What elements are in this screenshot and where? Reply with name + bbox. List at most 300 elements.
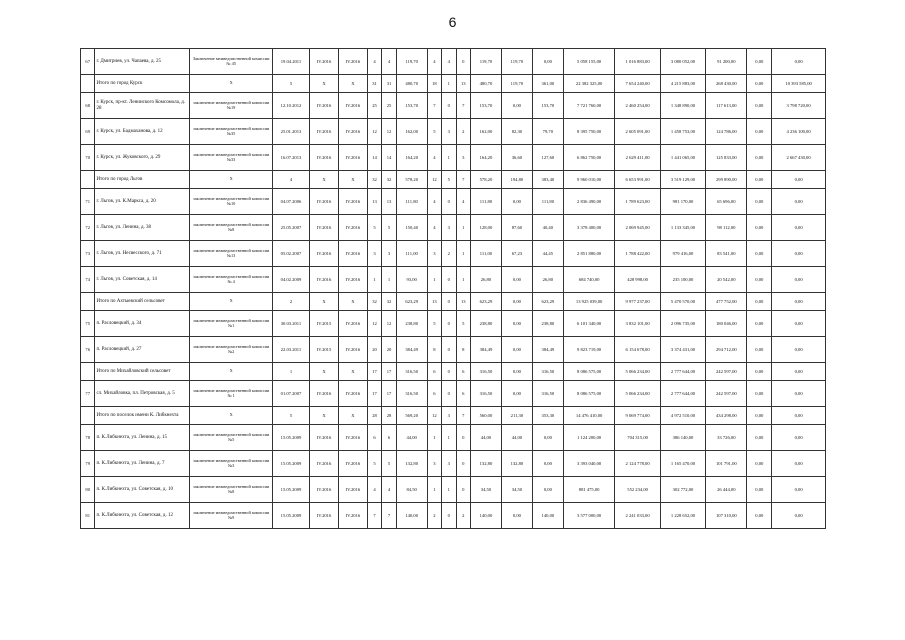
cell-area4: 140,00 [532, 503, 563, 529]
cell-area3: 194,80 [501, 171, 532, 189]
cell-no: 75 [81, 311, 95, 337]
cell-area1: 132,80 [396, 451, 427, 477]
cell-sum5: 0,00 [747, 293, 772, 311]
cell-c3: 1 [427, 267, 441, 293]
table-row [81, 381, 826, 407]
cell-sum3: 979 416,00 [660, 241, 705, 267]
cell-sum6: 4 236 100,00 [772, 119, 826, 145]
cell-year_a: IV.2016 [310, 49, 339, 75]
cell-sum4: 434 298,00 [706, 407, 747, 425]
cell-sum6: 3 798 720,00 [772, 93, 826, 119]
cell-sum3: 1 133 345,00 [660, 215, 705, 241]
cell-c2: 17 [382, 381, 396, 407]
cell-year_b: IV.2016 [338, 93, 367, 119]
cell-sum2: 9 069 774,00 [615, 407, 660, 425]
cell-document: заключение межведомственной комиссии №5 [190, 425, 273, 451]
cell-c1: 3 [367, 241, 381, 267]
cell-area2: 132,80 [470, 451, 501, 477]
cell-date: 30.03.2011 [272, 311, 309, 337]
cell-sum1: 9 960 010,00 [563, 171, 615, 189]
cell-address: п. К.Либкнехта, ул. Советская, д. 12 [95, 503, 190, 529]
cell-year_b: X [338, 171, 367, 189]
cell-year_a: IV.2016 [310, 477, 339, 503]
cell-sum2: 428 998,00 [615, 267, 660, 293]
cell-sum2: 704 315,00 [615, 425, 660, 451]
cell-year_a: IV.2016 [310, 267, 339, 293]
cell-area3: 34,50 [501, 477, 532, 503]
cell-sum4: 107 310,00 [706, 503, 747, 529]
table-row [81, 503, 826, 529]
cell-c3: 12 [427, 171, 441, 189]
cell-date: 05.02.2007 [272, 241, 309, 267]
cell-area3: 119,70 [501, 49, 532, 75]
cell-sum6: 2 667 430,00 [772, 145, 826, 171]
cell-no [81, 363, 95, 381]
cell-c5: 2 [456, 503, 470, 529]
cell-year_a: IV.2016 [310, 451, 339, 477]
cell-c4: 3 [442, 119, 456, 145]
total-row [81, 75, 826, 93]
cell-area3: 0,00 [501, 311, 532, 337]
cell-sum5: 0,00 [747, 311, 772, 337]
cell-sum5: 0,00 [747, 49, 772, 75]
cell-c5: 7 [456, 407, 470, 425]
cell-date: 01.07.2007 [272, 381, 309, 407]
cell-sum5: 0,00 [747, 189, 772, 215]
cell-no [81, 293, 95, 311]
cell-sum2: 3 832 101,00 [615, 311, 660, 337]
cell-area2: 480,70 [470, 75, 501, 93]
cell-document: заключение межведомственной комиссии №35 [190, 119, 273, 145]
cell-address: п. Расловецкий, д. 34 [95, 311, 190, 337]
total-row [81, 363, 826, 381]
cell-year_b: IV.2016 [338, 267, 367, 293]
cell-area2: 26,80 [470, 267, 501, 293]
cell-year_b: IV.2016 [338, 49, 367, 75]
cell-year_a: IV.2016 [310, 189, 339, 215]
cell-year_b: IV.2016 [338, 451, 367, 477]
cell-c4: 1 [442, 145, 456, 171]
cell-sum4: 20 542,00 [706, 267, 747, 293]
cell-c2: 5 [382, 451, 396, 477]
cell-sum6: 0,00 [772, 363, 826, 381]
cell-area1: 93,00 [396, 267, 427, 293]
cell-area1: 162,00 [396, 119, 427, 145]
cell-document: заключение межведомственной комиссии №2 [190, 337, 273, 363]
cell-year_b: IV.2016 [338, 241, 367, 267]
cell-no [81, 171, 95, 189]
cell-date: 15.05.2009 [272, 503, 309, 529]
cell-year_b: X [338, 293, 367, 311]
cell-c2: 4 [382, 49, 396, 75]
cell-area1: 44,00 [396, 425, 427, 451]
cell-address: г. Льгов, ул. Несвесского, д. 71 [95, 241, 190, 267]
cell-no: 74 [81, 267, 95, 293]
cell-address: п. К.Либкнехта, ул. Ленина, д. 15 [95, 425, 190, 451]
cell-c1: 17 [367, 363, 381, 381]
cell-c1: 17 [367, 381, 381, 407]
cell-c3: 1 [427, 425, 441, 451]
cell-year_a: X [310, 407, 339, 425]
cell-address: Итого по город Льгов [95, 171, 190, 189]
cell-area3: 0,00 [501, 293, 532, 311]
cell-c5: 8 [456, 337, 470, 363]
cell-c5: 13 [456, 75, 470, 93]
cell-area1: 316,50 [396, 363, 427, 381]
table-row [81, 49, 826, 75]
cell-area3: 211,30 [501, 407, 532, 425]
cell-area3: 119,70 [501, 75, 532, 93]
cell-address: г. Льгов, ул. Советская, д. 14 [95, 267, 190, 293]
cell-area3: 87,60 [501, 215, 532, 241]
cell-c2: 13 [382, 189, 396, 215]
table-row [81, 241, 826, 267]
cell-document: заключение межведомственной комиссии №3 [190, 451, 273, 477]
cell-sum5: 0,00 [747, 145, 772, 171]
cell-sum5: 0,00 [747, 267, 772, 293]
cell-c3: 4 [427, 49, 441, 75]
cell-sum4: 33 726,00 [706, 425, 747, 451]
cell-year_b: IV.2016 [338, 145, 367, 171]
cell-area4: 361,00 [532, 75, 563, 93]
cell-c3: 6 [427, 381, 441, 407]
cell-year_b: IV.2016 [338, 119, 367, 145]
cell-year_b: X [338, 75, 367, 93]
cell-date: 22.03.2011 [272, 337, 309, 363]
cell-c3: 6 [427, 363, 441, 381]
cell-year_b: IV.2016 [338, 381, 367, 407]
cell-area2: 128,00 [470, 215, 501, 241]
cell-address: г. Курск, пр-кт. Ленинского Комсомола, д. 28 [95, 93, 190, 119]
cell-c5: 7 [456, 171, 470, 189]
cell-c2: 12 [382, 119, 396, 145]
cell-no: 71 [81, 189, 95, 215]
cell-c2: 4 [382, 477, 396, 503]
cell-no: 72 [81, 215, 95, 241]
cell-date: 16.07.2013 [272, 145, 309, 171]
cell-sum1: 2 851 880,00 [563, 241, 615, 267]
cell-area1: 119,70 [396, 49, 427, 75]
cell-document: X [190, 407, 273, 425]
cell-date: 12.10.2012 [272, 93, 309, 119]
cell-area1: 164,20 [396, 145, 427, 171]
cell-area1: 578,20 [396, 171, 427, 189]
cell-c5: 6 [456, 381, 470, 407]
cell-sum1: 3 378 400,00 [563, 215, 615, 241]
cell-sum4: 26 444,00 [706, 477, 747, 503]
cell-date: 25.01.2013 [272, 119, 309, 145]
cell-area4: 353,30 [532, 407, 563, 425]
cell-c3: 4 [427, 145, 441, 171]
cell-date: 2 [272, 293, 309, 311]
cell-sum5: 0,00 [747, 451, 772, 477]
total-row [81, 407, 826, 425]
cell-sum1: 6 862 750,00 [563, 145, 615, 171]
cell-c5: 3 [456, 145, 470, 171]
registry-body [81, 49, 826, 529]
cell-area1: 238,80 [396, 311, 427, 337]
cell-no [81, 407, 95, 425]
cell-sum4: 180 046,00 [706, 311, 747, 337]
cell-document: заключение межведомственной комиссии №10 [190, 189, 273, 215]
cell-document: заключение межведомственной комиссии №8 [190, 215, 273, 241]
cell-year_a: IV.2016 [310, 241, 339, 267]
cell-sum3: 3 080 052,00 [660, 49, 705, 75]
cell-area2: 578,20 [470, 171, 501, 189]
table-row [81, 189, 826, 215]
cell-area4: 127,60 [532, 145, 563, 171]
cell-area4: 44,45 [532, 241, 563, 267]
cell-c3: 4 [427, 215, 441, 241]
cell-document: заключение межведомственной комиссии №13 [190, 241, 273, 267]
cell-sum5: 0,00 [747, 337, 772, 363]
cell-c1: 1 [367, 267, 381, 293]
cell-sum3: 2 096 735,00 [660, 311, 705, 337]
cell-sum1: 13 925 039,00 [563, 293, 615, 311]
cell-c1: 12 [367, 119, 381, 145]
page-number: 6 [448, 14, 457, 30]
cell-c4: 0 [442, 311, 456, 337]
cell-c2: 12 [382, 311, 396, 337]
cell-document: заключение межведомственной комиссии №19 [190, 93, 273, 119]
cell-c4: 4 [442, 49, 456, 75]
cell-c5: 0 [456, 425, 470, 451]
cell-sum6: 0,00 [772, 171, 826, 189]
cell-sum5: 0,00 [747, 241, 772, 267]
cell-c2: 31 [382, 75, 396, 93]
cell-sum1: 2 836 490,00 [563, 189, 615, 215]
cell-sum2: 6 154 678,00 [615, 337, 660, 363]
cell-sum2: 1 016 883,00 [615, 49, 660, 75]
cell-area1: 111,00 [396, 241, 427, 267]
cell-sum5: 0,00 [747, 75, 772, 93]
cell-document: заключение межведомственной комиссии № 1 [190, 381, 273, 407]
cell-year_a: IV.2016 [310, 381, 339, 407]
cell-c4: 0 [442, 93, 456, 119]
cell-c5: 7 [456, 93, 470, 119]
cell-c5: 2 [456, 119, 470, 145]
cell-sum2: 5 066 234,00 [615, 363, 660, 381]
cell-area2: 119,70 [470, 49, 501, 75]
cell-sum5: 0,00 [747, 119, 772, 145]
cell-c5: 0 [456, 451, 470, 477]
cell-area3: 0,00 [501, 337, 532, 363]
cell-address: Итого по поселок имени К. Либкнехта [95, 407, 190, 425]
cell-year_b: X [338, 407, 367, 425]
cell-sum3: 1 228 652,00 [660, 503, 705, 529]
cell-area3: 0,00 [501, 363, 532, 381]
cell-c5: 1 [456, 267, 470, 293]
cell-year_a: IV.2016 [310, 119, 339, 145]
cell-sum6: 0,00 [772, 293, 826, 311]
cell-document: Заключение межведомственной комиссии № 45 [190, 49, 273, 75]
cell-sum2: 2 605 091,00 [615, 119, 660, 145]
cell-c5: 6 [456, 363, 470, 381]
cell-date: 15.05.2009 [272, 477, 309, 503]
cell-c2: 6 [382, 425, 396, 451]
cell-c2: 32 [382, 171, 396, 189]
cell-address: г. Льгов, ул. К.Маркса, д. 20 [95, 189, 190, 215]
cell-area1: 623,29 [396, 293, 427, 311]
cell-document: X [190, 363, 273, 381]
cell-area4: 316,50 [532, 381, 563, 407]
cell-no: 69 [81, 119, 95, 145]
cell-sum1: 3 577 000,00 [563, 503, 615, 529]
cell-c4: 0 [442, 293, 456, 311]
table-row [81, 425, 826, 451]
cell-c1: 6 [367, 425, 381, 451]
cell-sum3: 1 165 470,00 [660, 451, 705, 477]
cell-sum2: 552 234,00 [615, 477, 660, 503]
table-row [81, 215, 826, 241]
cell-sum1: 22 382 325,00 [563, 75, 615, 93]
table-row [81, 267, 826, 293]
cell-area4: 111,80 [532, 189, 563, 215]
cell-c5: 13 [456, 293, 470, 311]
cell-sum5: 0,00 [747, 477, 772, 503]
cell-c2: 32 [382, 293, 396, 311]
cell-sum6: 0,00 [772, 267, 826, 293]
cell-year_a: X [310, 363, 339, 381]
cell-c4: 1 [442, 75, 456, 93]
cell-area4: 238,80 [532, 311, 563, 337]
cell-date: 5 [272, 75, 309, 93]
cell-c4: 5 [442, 171, 456, 189]
cell-area3: 0,00 [501, 267, 532, 293]
cell-c4: 1 [442, 425, 456, 451]
cell-sum6: 0,00 [772, 337, 826, 363]
cell-area4: 0,00 [532, 425, 563, 451]
cell-area3: 0,00 [501, 503, 532, 529]
cell-sum6: 0,00 [772, 215, 826, 241]
cell-year_b: IV.2016 [338, 477, 367, 503]
cell-c3: 18 [427, 75, 441, 93]
cell-area2: 111,80 [470, 189, 501, 215]
cell-sum3: 302 772,00 [660, 477, 705, 503]
cell-area4: 79,70 [532, 119, 563, 145]
housing-registry-table [80, 48, 826, 529]
cell-c2: 25 [382, 93, 396, 119]
cell-area2: 162,00 [470, 119, 501, 145]
total-row [81, 293, 826, 311]
cell-year_a: IV.2016 [310, 145, 339, 171]
cell-sum3: 2 777 644,00 [660, 363, 705, 381]
cell-c5: 0 [456, 477, 470, 503]
cell-area2: 623,29 [470, 293, 501, 311]
cell-sum4: 124 786,00 [706, 119, 747, 145]
cell-sum2: 6 653 991,00 [615, 171, 660, 189]
cell-c2: 3 [382, 241, 396, 267]
cell-sum3: 1 348 890,00 [660, 93, 705, 119]
cell-c1: 32 [367, 171, 381, 189]
cell-sum4: 268 430,00 [706, 75, 747, 93]
cell-date: 5 [272, 407, 309, 425]
cell-c1: 13 [367, 189, 381, 215]
cell-address: Итого по Михайловский сельсовет [95, 363, 190, 381]
cell-c1: 4 [367, 49, 381, 75]
cell-sum5: 0,00 [747, 503, 772, 529]
cell-area1: 111,80 [396, 189, 427, 215]
cell-sum3: 3 374 431,00 [660, 337, 705, 363]
cell-sum6: 0,00 [772, 477, 826, 503]
cell-address: г. Курск, ул. Жуковского, д. 29 [95, 145, 190, 171]
cell-c1: 5 [367, 451, 381, 477]
cell-area4: 383,40 [532, 171, 563, 189]
cell-sum6: 0,00 [772, 311, 826, 337]
cell-sum2: 9 977 237,00 [615, 293, 660, 311]
cell-date: 15.05.2009 [272, 425, 309, 451]
cell-sum1: 8 086 575,00 [563, 381, 615, 407]
cell-address: г. Льгов, ул. Ленина, д. 38 [95, 215, 190, 241]
cell-no: 79 [81, 451, 95, 477]
cell-sum3: 2 777 644,00 [660, 381, 705, 407]
cell-sum2: 1 789 623,00 [615, 189, 660, 215]
cell-sum3: 4 972 510,00 [660, 407, 705, 425]
cell-area1: 384,49 [396, 337, 427, 363]
cell-sum4: 101 791,00 [706, 451, 747, 477]
cell-area4: 0,00 [532, 49, 563, 75]
cell-c3: 13 [427, 293, 441, 311]
cell-year_b: IV.2016 [338, 311, 367, 337]
table-row [81, 337, 826, 363]
cell-c1: 32 [367, 293, 381, 311]
cell-no: 77 [81, 381, 95, 407]
cell-sum3: 3 519 129,00 [660, 171, 705, 189]
cell-document: заключение межведомственной комиссии №33 [190, 145, 273, 171]
cell-sum2: 2 241 033,00 [615, 503, 660, 529]
cell-sum6: 0,00 [772, 241, 826, 267]
cell-c5: 1 [456, 241, 470, 267]
cell-sum2: 2 124 778,00 [615, 451, 660, 477]
cell-c2: 5 [382, 215, 396, 241]
cell-sum5: 0,00 [747, 171, 772, 189]
cell-area2: 384,49 [470, 337, 501, 363]
cell-sum1: 6 101 340,00 [563, 311, 615, 337]
cell-c4: 0 [442, 363, 456, 381]
cell-sum5: 0,00 [747, 407, 772, 425]
cell-date: 1 [272, 363, 309, 381]
cell-sum2: 2 629 411,00 [615, 145, 660, 171]
cell-sum4: 294 712,00 [706, 337, 747, 363]
cell-c1: 7 [367, 503, 381, 529]
cell-address: п. Расловецкий, д. 27 [95, 337, 190, 363]
cell-sum6: 0,00 [772, 425, 826, 451]
cell-c1: 20 [367, 337, 381, 363]
cell-area4: 316,50 [532, 363, 563, 381]
cell-c4: 0 [442, 267, 456, 293]
cell-c3: 5 [427, 311, 441, 337]
cell-area1: 140,00 [396, 503, 427, 529]
cell-document: заключение межведомственной комиссии №1 [190, 311, 273, 337]
cell-area2: 34,50 [470, 477, 501, 503]
cell-sum1: 8 395 750,00 [563, 119, 615, 145]
cell-c3: 3 [427, 241, 441, 267]
cell-c5: 1 [456, 215, 470, 241]
cell-sum1: 881 475,00 [563, 477, 615, 503]
cell-year_a: IV.2015 [310, 311, 339, 337]
cell-c3: 7 [427, 93, 441, 119]
cell-c1: 4 [367, 477, 381, 503]
cell-sum6: 10 393 585,00 [772, 75, 826, 93]
cell-date: 19.04.2011 [272, 49, 309, 75]
cell-sum1: 8 086 575,00 [563, 363, 615, 381]
cell-sum5: 0,00 [747, 215, 772, 241]
cell-sum3: 5 470 570,00 [660, 293, 705, 311]
cell-sum5: 0,00 [747, 425, 772, 451]
cell-year_b: IV.2016 [338, 337, 367, 363]
cell-no: 68 [81, 93, 95, 119]
cell-area3: 132,80 [501, 451, 532, 477]
